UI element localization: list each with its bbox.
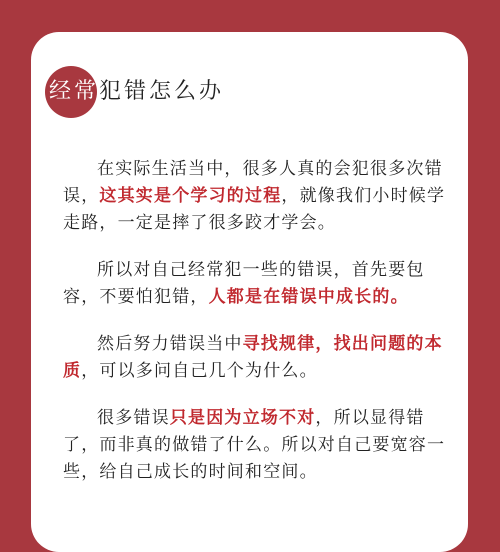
highlight-text: 人都是在错误中成长的。 [208, 287, 409, 307]
paragraph-text: 所以对自己经常犯一些的错误，首先要包容，不要怕犯错， [63, 260, 425, 307]
article-card [31, 32, 468, 552]
paragraph-1 [63, 156, 450, 237]
title-rest-text: 犯错怎么办 [99, 79, 225, 104]
highlight-text: 这其实是个学习的过程 [99, 186, 282, 206]
title-circle-text: 经常 [49, 79, 100, 104]
highlight-text: 寻找规律，找出问题的本质 [63, 334, 443, 381]
paragraph-2 [63, 257, 450, 311]
paragraph-text: 在实际生活当中，很多人真的会犯很多次错误， [63, 159, 443, 206]
paragraph-text: ，就像我们小时候学走路，一定是摔了很多跤才学会。 [63, 186, 446, 233]
highlight-text: 只是因为立场不对 [169, 408, 316, 428]
paragraph-text: 很多错误 [97, 408, 170, 428]
page-title [49, 66, 224, 118]
title-row [45, 66, 225, 118]
paragraph-4 [63, 405, 450, 486]
paragraph-text: ，可以多问自己几个为什么。 [81, 361, 318, 381]
article-body [63, 156, 450, 506]
paragraph-text: ，所以显得错了，而非真的做错了什么。所以对自己要宽容一些，给自己成长的时间和空间。 [63, 408, 446, 482]
paragraph-text: 然后努力错误当中 [97, 334, 243, 354]
paragraph-3 [63, 331, 450, 385]
